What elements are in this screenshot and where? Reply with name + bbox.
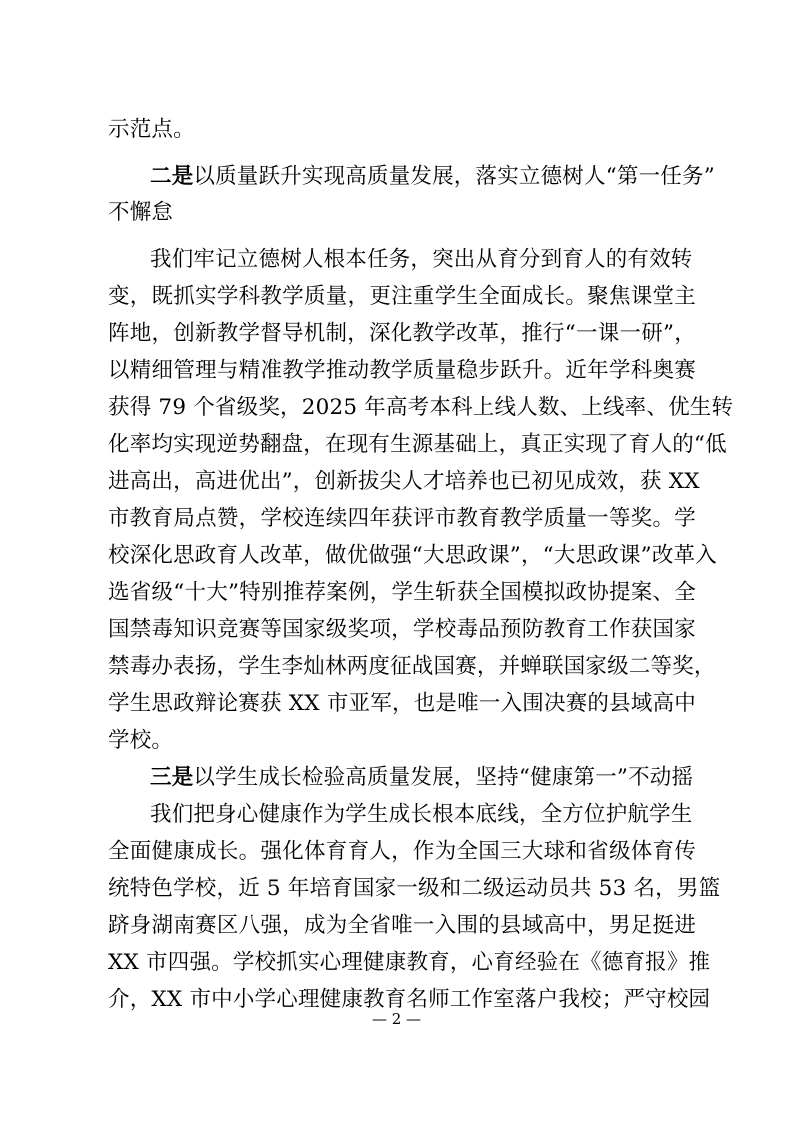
text-line: 学校。 <box>108 728 174 753</box>
heading-lead-two: 二是 <box>150 164 194 189</box>
heading-text-three: 以学生成长检验高质量发展，坚持“健康第一”不动摇 <box>193 765 694 790</box>
text-line: 进高出，高进优出”，创新拔尖人才培养也已初见成效，获 XX <box>108 469 700 494</box>
text-line: 不懈怠 <box>108 200 174 225</box>
text-line: 示范点。 <box>108 117 195 142</box>
section-heading-two <box>150 166 715 188</box>
text-line: 市教育局点赞，学校连续四年获评市教育教学质量一等奖。学 <box>108 506 696 531</box>
text-line: 国禁毒知识竞赛等国家级奖项，学校毒品预防教育工作获国家 <box>108 617 696 642</box>
heading-lead-three: 三是 <box>150 765 194 790</box>
heading-text-two: 以质量跃升实现高质量发展，落实立德树人“第一任务” <box>193 164 715 189</box>
text-line: 获得 79 个省级奖，2025 年高考本科上线人数、上线率、优生转 <box>108 395 734 420</box>
page-number: — 2 — <box>371 1010 422 1028</box>
text-line: 选省级“十大”特别推荐案例，学生斩获全国模拟政协提案、全 <box>108 580 696 605</box>
text-line: 禁毒办表扬，学生李灿林两度征战国赛，并蝉联国家级二等奖， <box>108 654 716 679</box>
text-line: 化率均实现逆势翻盘，在现有生源基础上，真正实现了育人的“低 <box>108 432 727 457</box>
paragraph-first-line: 我们把身心健康作为学生成长根本底线，全方位护航学生 <box>150 802 693 827</box>
text-line: 统特色学校，近 5 年培育国家一级和二级运动员共 53 名，男篮 <box>108 876 721 901</box>
text-line: 学生思政辩论赛获 XX 市亚军，也是唯一入围决赛的县域高中 <box>108 691 696 716</box>
text-line: 校深化思政育人改革，做优做强“大思政课”，“大思政课”改革入 <box>108 543 717 568</box>
paragraph-first-line: 我们牢记立德树人根本任务，突出从育分到育人的有效转 <box>150 247 693 272</box>
text-line: XX 市四强。学校抓实心理健康教育，心育经验在《德育报》推 <box>108 950 711 975</box>
text-line: 跻身湖南赛区八强，成为全省唯一入围的县域高中，男足挺进 <box>108 913 696 938</box>
text-line: 介，XX 市中小学心理健康教育名师工作室落户我校；严守校园 <box>108 987 711 1012</box>
section-heading-three <box>150 767 693 789</box>
text-line: 变，既抓实学科教学质量，更注重学生全面成长。聚焦课堂主 <box>108 284 696 309</box>
text-line: 阵地，创新教学督导机制，深化教学改革，推行“一课一研”， <box>108 321 696 346</box>
text-line: 以精细管理与精准教学推动教学质量稳步跃升。近年学科奥赛 <box>108 358 696 383</box>
text-line: 全面健康成长。强化体育育人，作为全国三大球和省级体育传 <box>108 839 696 864</box>
